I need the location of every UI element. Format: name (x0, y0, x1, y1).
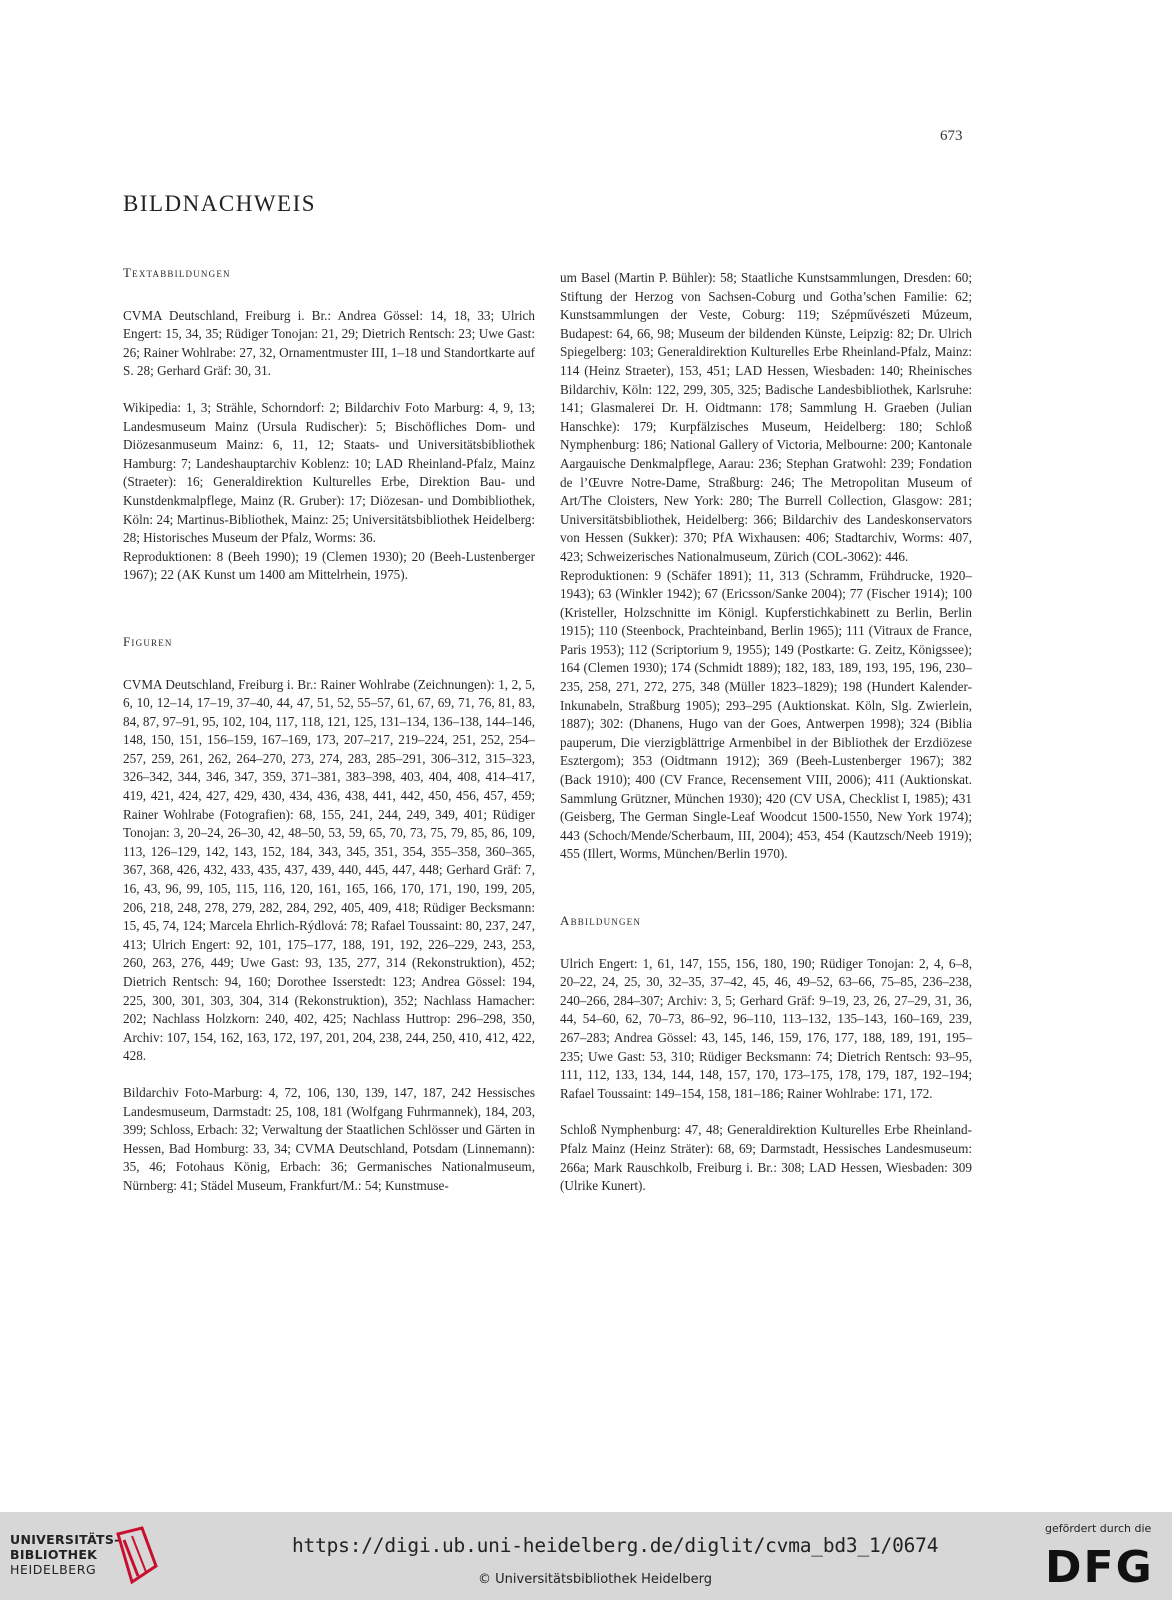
document-url-link[interactable]: https://digi.ub.uni-heidelberg.de/diglit/cvma_bd3_1/0674 (292, 1534, 939, 1557)
logo-line: HEIDELBERG (10, 1562, 97, 1577)
paragraph: Ulrich Engert: 1, 61, 147, 155, 156, 180, 190; Rüdiger Tonojan: 2, 4, 6–8, 20–22, 24, 25, 30, 32–35, 37–42, 45, 46, 49–52, 63–66, 75–85, 236–238, 240–266, 284–307; Archiv: 3, 5; Gerhard Gräf: 9–19, 23, 26, 27–29, 31, 36, 44, 54–60, 62, 70–73, 86–92, 96–110, 113–132, 135–143, 160–169, 239, 267–283; Andrea Gössel: 43, 145, 146, 159, 176, 177, 188, 189, 191, 195–235; Uwe Gast: 53, 310; Rüdiger Becksmann: 74; Dietrich Rentsch: 93–95, 111, 112, 133, 134, 144, 148, 157, 170, 173–175, 178, 179, 187, 192–194; Rafael Toussaint: 149–154, 158, 181–186; Rainer Wohlrabe: 171, 172. (560, 955, 972, 1101)
right-column (560, 269, 972, 1214)
paragraph: Reproduktionen: 8 (Beeh 1990); 19 (Clemen 1930); 20 (Beeh-Lustenberger 1967); 22 (AK Kunst um 1400 am Mittelrhein, 1975). (123, 548, 535, 583)
copyright-notice: © Universitätsbibliothek Heidelberg (478, 1572, 713, 1587)
section-heading-figuren: Figuren (123, 633, 173, 649)
logo-line: BIBLIOTHEK (10, 1547, 98, 1562)
page-title: BILDNACHWEIS (123, 191, 317, 217)
page-number: 673 (940, 128, 963, 144)
paragraph: Reproduktionen: 9 (Schäfer 1891); 11, 313 (Schramm, Frühdrucke, 1920–1943); 63 (Winkler 1942); 67 (Ericsson/Sanke 2004); 77 (Fischer 1914); 100 (Kristeller, Holzschnitte im Königl. Kupferstichkabinett zu Berlin, Berlin 1915); 110 (Steenbock, Prachteinband, Berlin 1965); 111 (Vitraux de France, Paris 1953); 112 (Scriptorium 9, 1955); 149 (Postkarte: G. Zeitz, Königssee); 164 (Clemen 1930); 174 (Schmidt 1889); 182, 183, 189, 193, 195, 196, 230–235, 258, 271, 272, 275, 348 (Müller 1823–1829); 198 (Hundert Kalender-Inkunabeln, Straßburg 1905); 293–295 (Auktionskat. Köln, Slg. Zwierlein, 1887); 302: (Dhanens, Hugo van der Goes, Antwerpen 1998); 324 (Biblia pauperum, Die vierzigblättrige Armenbibel in der Bibliothek der Erzdiözese Esztergom); 353 (Oidtmann 1912); 369 (Beeh-Lustenberger 1967); 382 (Back 1910); 400 (CV France, Recensement VIII, 2006); 411 (Auktionskat. Sammlung Grützner, München 1930); 420 (CV USA, Checklist I, 1985); 431 (Geisberg, The German Single-Leaf Woodcut 1500-1550, New York 1974); 443 (Schoch/Mende/Scherbaum, III, 2004); 453, 454 (Kautzsch/Neeb 1919); 455 (Illert, Worms, München/Berlin 1970). (560, 567, 972, 862)
section-heading-abbildungen: Abbildungen (560, 913, 642, 928)
dfg-logo-icon[interactable] (1045, 1542, 1157, 1586)
section-heading-textabbildungen: Textabbildungen (123, 265, 231, 280)
footer-bar (0, 1512, 1172, 1600)
paragraph: um Basel (Martin P. Bühler): 58; Staatliche Kunstsammlungen, Dresden: 60; Stiftung der Herzog von Sachsen-Coburg und Gotha’schen Familie: 62; Kunstsammlungen der Veste, Coburg: 119; Szépművészeti Múzeum, Budapest: 64, 66, 98; Museum der bildenden Künste, Leipzig: 82; Dr. Ulrich Spiegelberg: 103; Generaldirektion Kulturelles Erbe Rheinland-Pfalz, Mainz: 114 (Heinz Straeter), 153, 451; LAD Hessen, Wiesbaden: 140; Rheinisches Bildarchiv, Köln: 122, 299, 305, 325; Badische Landesbibliothek, Karlsruhe: 141; Glasmalerei Dr. H. Oidtmann: 178; Sammlung H. Graeben (Julian Hanschke): 179; Kurpfälzisches Museum, Heidelberg: 180; Schloß Nymphenburg: 186; National Gallery of Victoria, Melbourne: 200; Kantonale Aargauische Denkmalpflege, Aarau: 236; Stephan Gratwohl: 239; Fondation de l’Œuvre Notre-Dame, Straßburg: 246; The Metropolitan Museum of Art/The Cloisters, New York: 280; The Burrell Collection, Glasgow: 281; Universitätsbibliothek, Heidelberg: 366; Bildarchiv des Landeskonservators von Hessen (Sukker): 370; PfA Wixhausen: 406; Stadtarchiv, Worms: 407, 423; Schweizerisches Nationalmuseum, Zürich (COL-3062): 446. (560, 270, 972, 564)
ub-heidelberg-logo[interactable] (10, 1532, 120, 1577)
paragraph: Bildarchiv Foto-Marburg: 4, 72, 106, 130, 139, 147, 187, 242 Hessisches Landesmuseum, Darmstadt: 25, 108, 181 (Wolfgang Fuhrmannek), 184, 203, 399; Schloss, Erbach: 32; Verwaltung der Staatlichen Schlösser und Gärten in Hessen, Bad Homburg: 33, 34; CVMA Deutschland, Potsdam (Linnemann): 35, 46; Fotohaus König, Erbach: 36; Germanisches Nationalmuseum, Nürnberg: 41; Städel Museum, Frankfurt/M.: 54; Kunstmuse- (123, 1084, 535, 1193)
paragraph: CVMA Deutschland, Freiburg i. Br.: Andrea Gössel: 14, 18, 33; Ulrich Engert: 15, 34, 35; Rüdiger Tonojan: 21, 29; Dietrich Rentsch: 23; Uwe Gast: 26; Rainer Wohlrabe: 27, 32, Ornamentmuster III, 1–18 und Standortkarte auf S. 28; Gerhard Gräf: 30, 31. (123, 307, 535, 379)
logo-line: UNIVERSITÄTS- (10, 1532, 120, 1547)
left-column (123, 264, 535, 1214)
ub-logo-mark-icon (112, 1526, 162, 1586)
paragraph: Wikipedia: 1, 3; Strähle, Schorndorf: 2; Bildarchiv Foto Marburg: 4, 9, 13; Landesmuseum Mainz (Ursula Rudischer): 5; Bischöfliches Dom- und Diözesanmuseum Mainz: 6, 11, 12; Staats- und Universitätsbibliothek Hamburg: 7; Landeshauptarchiv Koblenz: 10; LAD Rheinland-Pfalz, Mainz (Straeter): 16; Generaldirektion Kulturelles Erbe, Direktion Bau- und Kunstdenkmalpflege, Mainz (R. Gruber): 17; Diözesan- und Dombibliothek, Köln: 24; Martinus-Bibliothek, Mainz: 25; Universitätsbibliothek Heidelberg: 28; Historisches Museum der Pfalz, Worms: 36. (123, 399, 535, 546)
paragraph: CVMA Deutschland, Freiburg i. Br.: Rainer Wohlrabe (Zeichnungen): 1, 2, 5, 6, 10, 12–14, 17–19, 37–40, 44, 47, 51, 52, 55–57, 61, 67, 69, 71, 76, 81, 83, 84, 87, 97–91, 95, 102, 104, 117, 118, 121, 125, 131–134, 136–138, 144–146, 148, 150, 151, 156–159, 167–169, 173, 207–217, 219–224, 251, 252, 254–257, 259, 261, 262, 264–270, 273, 274, 283, 285–291, 306–312, 315–323, 326–342, 344, 346, 347, 359, 371–381, 383–398, 403, 404, 408, 414–417, 419, 421, 424, 427, 429, 430, 434, 436, 438, 441, 442, 450, 456, 457, 459; Rainer Wohlrabe (Fotografien): 68, 155, 241, 244, 249, 349, 401; Rüdiger Tonojan: 3, 20–24, 26–30, 42, 48–50, 53, 59, 65, 70, 73, 75, 79, 85, 86, 109, 113, 126–129, 142, 143, 152, 184, 343, 345, 351, 354, 355–358, 360–365, 367, 368, 426, 432, 433, 435, 437, 439, 440, 445, 447, 448; Gerhard Gräf: 7, 16, 43, 96, 99, 105, 115, 116, 120, 161, 165, 166, 170, 171, 190, 199, 205, 206, 218, 248, 278, 279, 282, 284, 292, 405, 409, 418; Rüdiger Becksmann: 15, 45, 74, 124; Marcela Ehrlich-Rýdlová: 78; Rafael Toussaint: 80, 237, 247, 413; Ulrich Engert: 92, 101, 175–177, 188, 191, 192, 226–229, 243, 253, 260, 263, 276, 449; Uwe Gast: 93, 135, 277, 314 (Rekonstruktion), 452; Dietrich Rentsch: 94, 160; Dorothee Isserstedt: 123; Andrea Gössel: 194, 225, 300, 301, 303, 304, 314 (Rekonstruktion), 352; Nachlass Hamacher: 202; Nachlass Holzkorn: 240, 402, 425; Nachlass Huttrop: 296–298, 350, Archiv: 107, 154, 162, 163, 172, 197, 201, 204, 238, 244, 250, 410, 412, 422, 428. (123, 676, 535, 1064)
funding-label: gefördert durch die (1045, 1522, 1152, 1535)
dfg-logo-text: DFG (1045, 1542, 1154, 1586)
paragraph: Schloß Nymphenburg: 47, 48; Generaldirektion Kulturelles Erbe Rheinland-Pfalz Mainz (Heinz Sträter): 68, 69; Darmstadt, Hessisches Landesmuseum: 266a; Mark Rauschkolb, Freiburg i. Br.: 308; LAD Hessen, Wiesbaden: 309 (Ulrike Kunert). (560, 1122, 972, 1194)
